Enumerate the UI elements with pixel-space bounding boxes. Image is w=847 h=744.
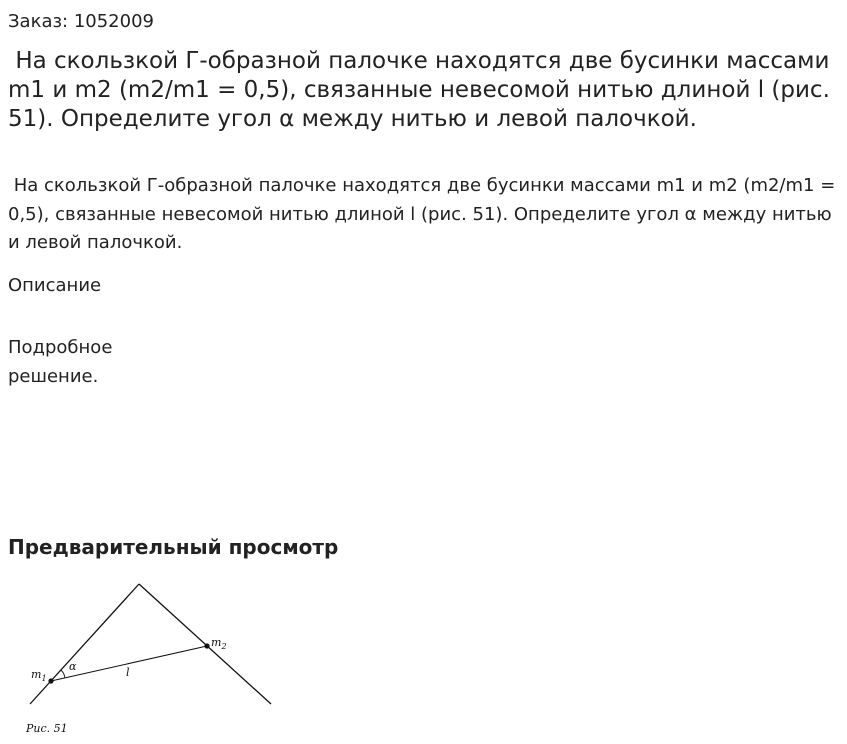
figure-caption: Рис. 51 [26, 722, 68, 735]
bead-m2 [204, 643, 209, 648]
problem-title: На скользкой Г-образной палочке находятся две бусинки массами m1 и m2 (m2/m1 = 0,5), связанные невесомой нитью длиной l (рис. 51). Определите угол α между нитью и левой палочкой. [8, 48, 838, 132]
alpha-arc [61, 670, 65, 678]
problem-text: На скользкой Г-образной палочке находятся две бусинки массами m1 и m2 (m2/m1 = 0,5), связанные невесомой нитью длиной l (рис. 51). Определите угол α между нитью и левой палочкой. [8, 175, 842, 253]
description-detail: Подробное решение. [8, 337, 113, 387]
preview-figure [20, 578, 280, 738]
figure-51-diagram [20, 578, 280, 738]
label-l: l [126, 666, 130, 679]
label-alpha: α [69, 660, 77, 673]
bead-m1 [48, 678, 53, 683]
label-m1: $m_1$ [31, 668, 47, 683]
label-m2: $m_2$ [211, 636, 227, 651]
order-number: Заказ: 1052009 [8, 11, 154, 32]
left-rod [30, 584, 139, 704]
description-label: Описание [8, 275, 102, 296]
right-rod [139, 584, 271, 704]
preview-title: Предварительный просмотр [8, 535, 339, 559]
